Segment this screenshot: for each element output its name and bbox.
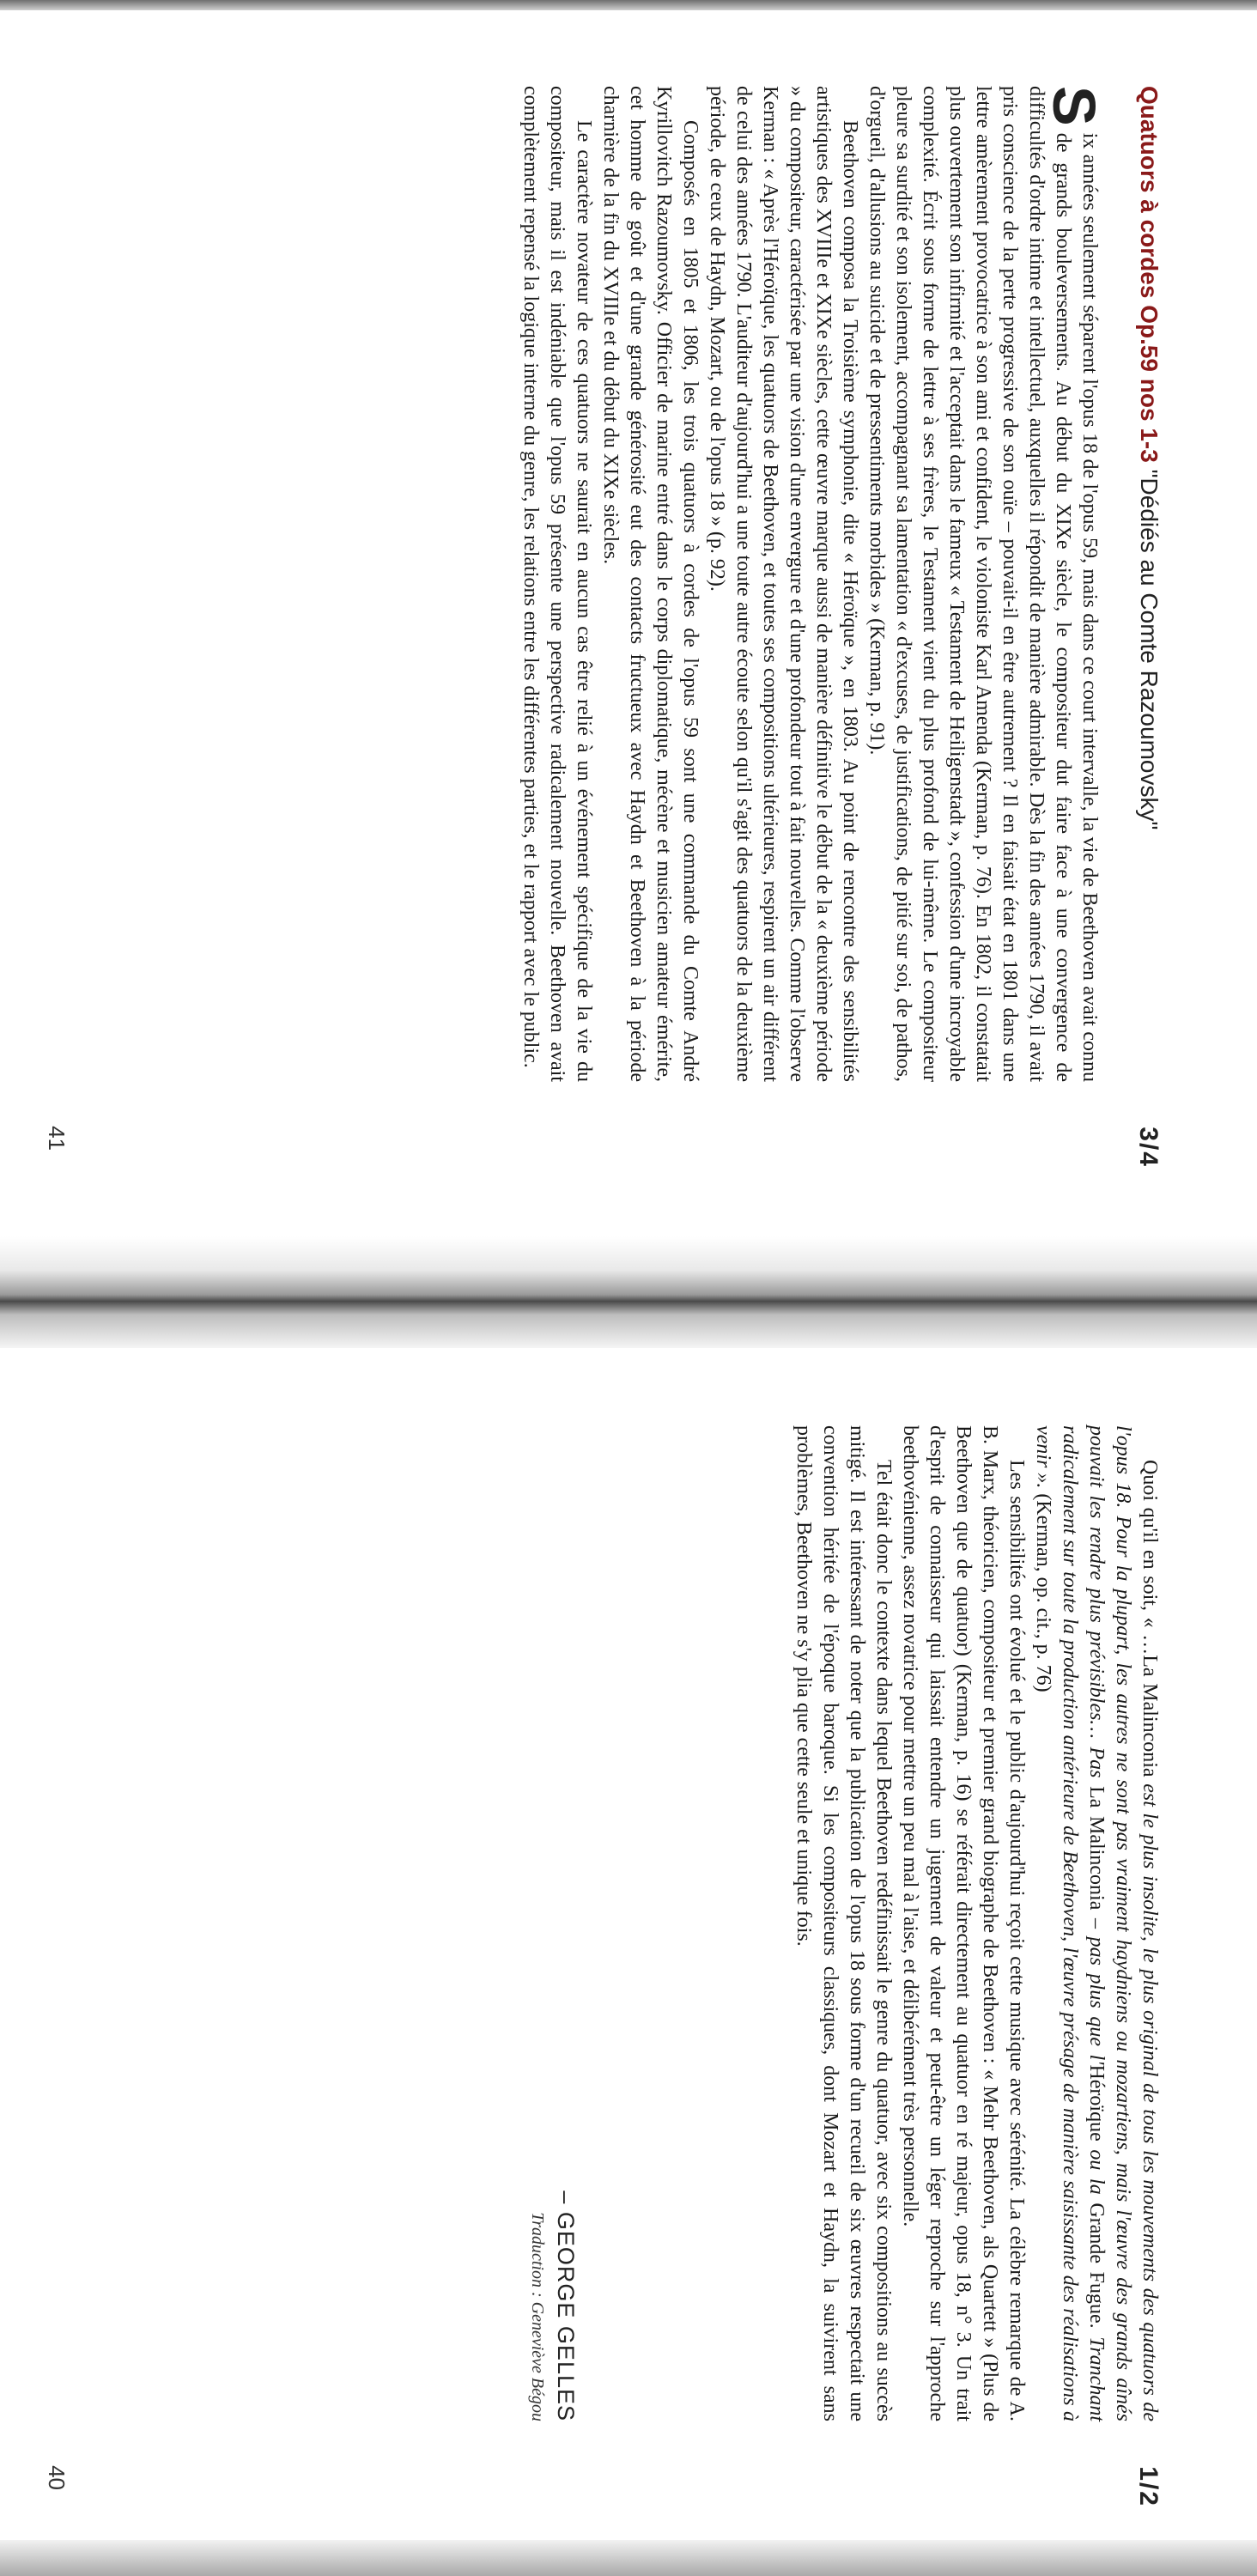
quote-italic: pas plus que l' [1085,1936,1108,2065]
paragraph: Les sensibilités ont évolué et le public d'aujourd'hui reçoit cette musique avec sérénité. La célèbre remarque de A. B. Marx, théoricien, compositeur et premier grand biographe de Beethoven : « Mehr Beethoven, als Quartett » (Plus de Beethoven que de quatuor) (Kerman, p. 16) se référait directement au quatuor en ré majeur, opus 18, n° 3. Un trait d'esprit de connaisseur qui laissait entendre un jugement de valeur et peut-être un léger reproche sur l'approche beethovénienne, assez novatrice pour mettre un peu mal à l'aise, et délibérément très personnelle. [899,1425,1028,2421]
page-number: 41 [44,1126,70,1151]
citation: (Kerman, op. cit., p. 76) [1032,1488,1054,1692]
translator-credit: Traduction : Geneviève Bégou [528,2212,547,2421]
paragraph: Le caractère novateur de ces quatuors ne saurait en aucun cas être relié à un événement spécifique de la vie du compositeur, mais il est indéniable que l'opus 59 présente une perspective radicalement nouvelle. Beethoven avait complètement repensé la logique interne du genre, les relations entre les différentes parties, et le rapport avec le public. [519,86,595,1082]
scan-top-edge [0,0,1257,10]
page-41 [0,69,1257,1185]
quote-work-title: Héroïque [1085,2064,1108,2150]
paragraph [863,86,1108,1082]
quote-lead: Quoi qu'il en soit, « …La Malinconia [1139,1460,1161,1784]
quote-italic: est le plus insolite, le plus original de tous les mouvements des quatuors de l'opus 18. Pour la plupart, les autres ne sont pas vraiment haydniens ou mozartiens, mais l'œuvre des grands aînés pouvait les rendre plus prévisibles… Pas [1085,1425,1161,2421]
drop-cap: S [1041,86,1108,126]
paragraph [1029,1425,1163,2421]
quote-italic: ou la [1085,2149,1108,2203]
title-genre: Quatuors à cordes [1136,86,1163,306]
attribution [527,2078,579,2421]
quote-work-title: Grande Fugue. [1085,2202,1108,2337]
page-40 [0,1408,1257,2524]
page-number: 40 [44,2465,70,2490]
quote-italic: Tranchant radicalement sur toute la production antérieure de Beethoven, l'œuvre présage de manière saisissante des réalisations à venir ». [1032,1425,1108,2421]
author-name: – GEORGE GELLES [553,2190,579,2421]
scan-bottom-edge [0,2540,1257,2576]
title-opus: Op.59 nos 1-3 [1136,305,1163,470]
paragraph: Beethoven composa la Troisième symphonie, dite « Héroïque », en 1803. Au point de rencontre des sensibilités artistiques des XVIIIe et XIXe siècles, cette œuvre marque aussi de manière définitive le début de la « deuxième période » du compositeur, caractérisée par une vision d'une envergure et d'une profondeur tout à fait nouvelles. Comme l'observe Kerman : « Après l'Héroïque, les quatuors de Beethoven, et toutes ses compositions ultérieures, respirent un air différent de celui des années 1790. L'auditeur d'aujourd'hui a une toute autre écoute selon qu'il s'agit des quatuors de la deuxième période, de ceux de Haydn, Mozart, ou de l'opus 18 » (p. 92). [706,86,861,1082]
article-body [517,86,1108,1082]
paragraph: Tel était donc le contexte dans lequel Beethoven redéfinissait le genre du quatuor, avec six compositions au succès mitigé. Il est intéressant de noter que la publication de l'opus 18 sous forme d'un recueil de six œuvres respectait une convention héritée de l'époque baroque. Si les compositeurs classiques, dont Mozart et Haydn, la suivirent sans problèmes, Beethoven ne s'y plia que cette seule et unique fois. [792,1425,895,2421]
page-label: 3/4 [1134,1127,1163,1168]
page-title [1135,86,1163,1073]
quote-work-title: La Malinconia – [1085,1786,1108,1937]
page-label: 1/2 [1134,2466,1163,2507]
article-body [790,1425,1163,2421]
paragraph: Composés en 1805 et 1806, les trois quatuors à cordes de l'opus 59 sont une commande du Comte André Kyrillovitch Razoumovsky. Officier de marine entré dans le corps diplomatique, mécène et musicien amateur émérite, cet homme de goût et d'une grande générosité eut des contacts fructueux avec Haydn et Beethoven à la période charnière de la fin du XVIIIe et du début du XIXe siècles. [599,86,701,1082]
book-spine-fold [0,1236,1257,1348]
title-dedication: "Dédiés au Comte Razoumovsky" [1136,469,1163,830]
paragraph-text: ix années seulement séparent l'opus 18 de l'opus 59, mais dans ce court intervalle, la vie de Beethoven avait connu de grands bouleversements. Au début du XIXe siècle, le compositeur dut faire face à une convergence de difficultés d'ordre intime et intellectuel, auxquelles il répondit de manière admirable. Dès la fin des années 1790, il avait pris conscience de la perte progressive de son ouïe – pouvait-il en être autrement ? Il en faisait état en 1801 dans une lettre amèrement provocatrice à son ami et confident, le violoniste Karl Amenda (Kerman, p. 76). En 1802, il constatait plus ouvertement son infirmité et l'acceptait dans le fameux « Testament de Heiligenstadt », confession d'une incroyable complexité. Écrit sous forme de lettre à ses frères, le Testament vient du plus profond de lui-même. Le compositeur pleure sa surdité et son isolement, accompagnant sa lamentation « d'excuses, de justifications, de pitié sur soi, de pathos, d'orgueil, d'allusions au suicide et de pressentiments morbides » (Kerman, p. 91). [865,86,1101,1082]
